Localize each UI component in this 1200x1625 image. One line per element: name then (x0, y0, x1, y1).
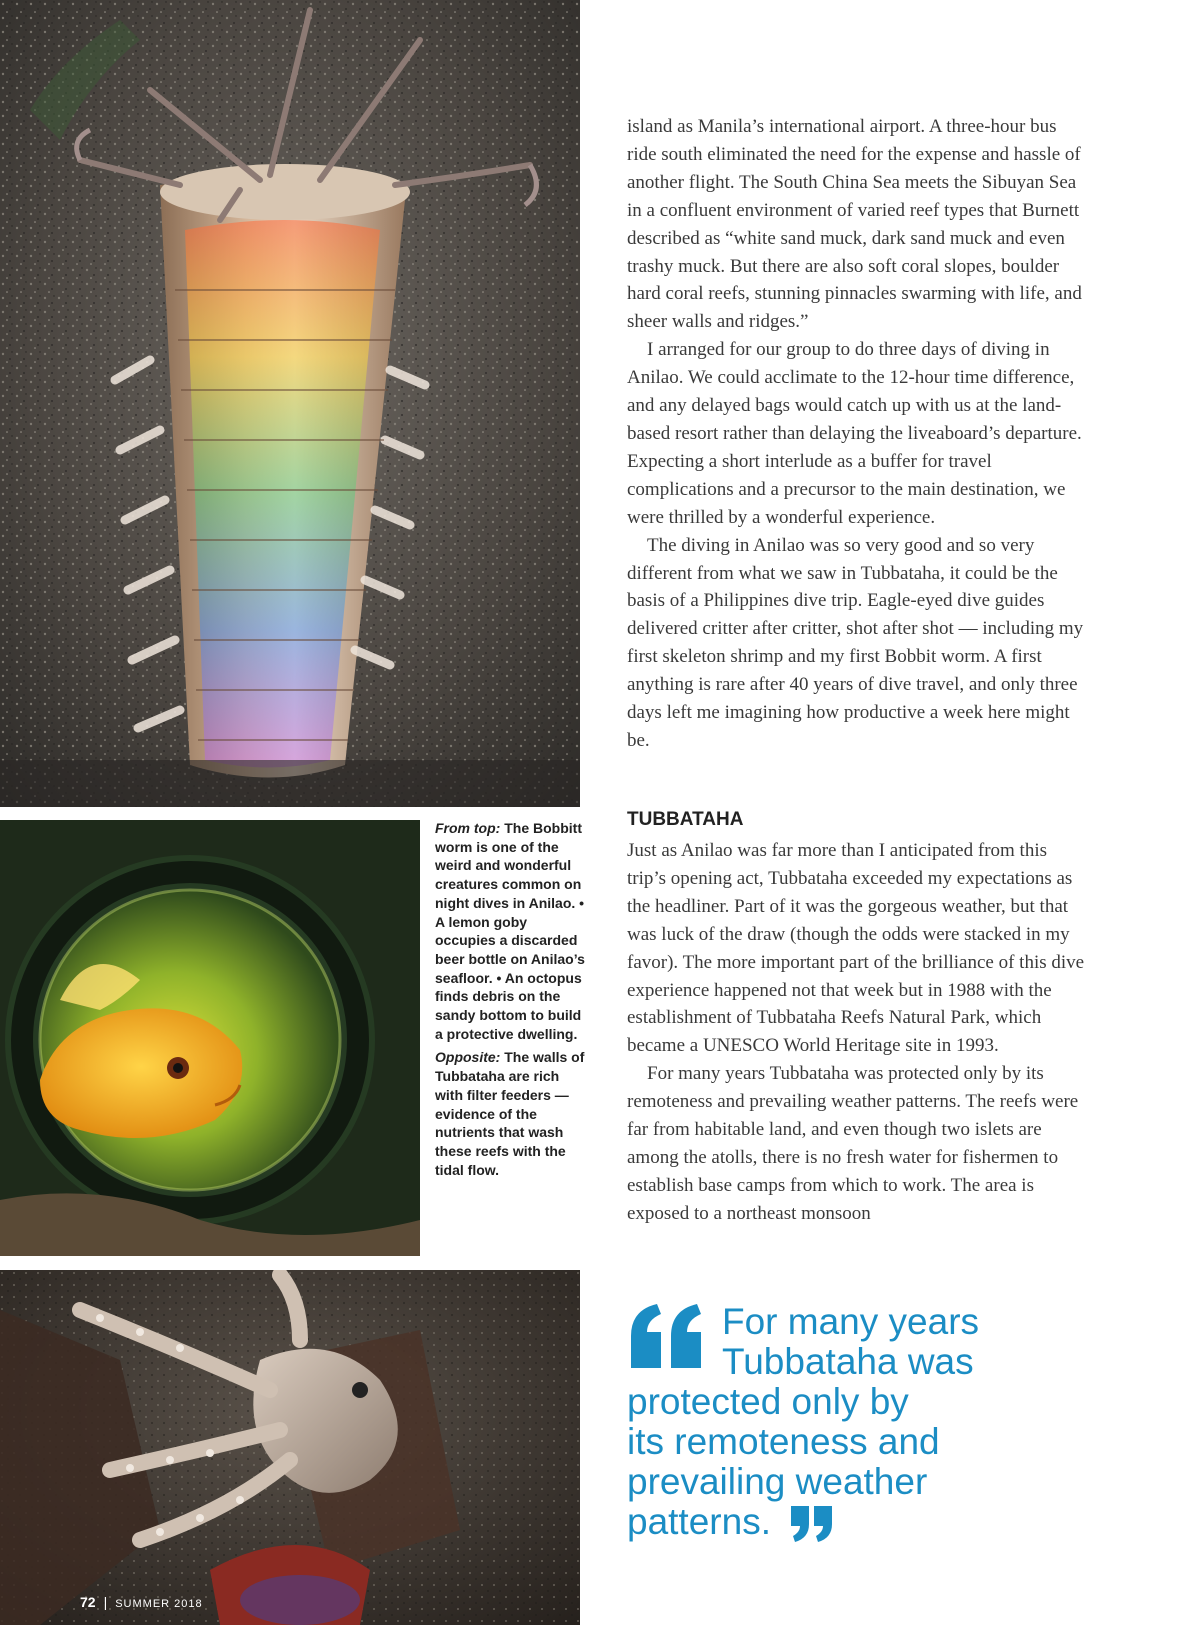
photo-caption (435, 819, 585, 1184)
article-paragraph: For many years Tubbataha was protected only by its remoteness and prevailing weather patterns. The reefs were far from habitable land, and even though two islets are among the atolls, there is no fresh water for fishermen to establish base camps from which to work. The area is exposed to a northeast monsoon (627, 1063, 1079, 1224)
pull-quote-last-line (627, 1502, 1187, 1542)
article-column-top (627, 113, 1089, 755)
bobbit-worm-photo (0, 0, 580, 807)
section-heading: TUBBATAHA (627, 809, 744, 830)
caption-text-1: The Bobbitt worm is one of the weird and wonderful creatures common on night dives in Anilao. • A lemon goby occupies a discarded beer bottle on Anilao’s seafloor. • An octopus finds debris on the sandy bottom to build a protective dwelling. (435, 820, 585, 1042)
pull-quote-line: patterns. (627, 1501, 771, 1542)
caption-text-2: The walls of Tubbataha are rich with filter feeders — evidence of the nutrients that wash these reefs with the tidal flow. (435, 1049, 585, 1178)
pull-quote-line: protected only by (627, 1381, 909, 1422)
pull-quote-line: prevailing weather (627, 1461, 928, 1502)
article-paragraph: Just as Anilao was far more than I anticipated from this trip’s opening act, Tubbataha exceeded my expectations as the headliner. Part of it was the gorgeous weather, but that was luck of the draw (though the odds were stacked in my favor). The more important part of the brilliance of this dive experience happened not that week but in 1988 with the establishment of Tubbataha Reefs Natural Park, which became a UNESCO World Heritage site in 1993. (627, 840, 1085, 1057)
article-paragraph: The diving in Anilao was so very good and so very different from what we saw in Tubbataha, it could be the basis of a Philippines dive trip. Eagle-eyed dive guides delivered critter after critter, shot after shot — including my first skeleton shrimp and my first Bobbit worm. A first anything is rare after 40 years of dive travel, and only three days left me imagining how productive a week here might be. (627, 534, 1084, 751)
close-quote-icon (789, 1506, 835, 1542)
octopus-photo (0, 1270, 580, 1625)
caption-paragraph-2 (435, 1048, 585, 1179)
article-paragraph: island as Manila’s international airport. A three-hour bus ride south eliminated the need for the expense and hassle of another flight. The South China Sea meets the Sibuyan Sea in a confluent environment of varied reef types that Burnett described as “white sand muck, dark sand muck and even trashy muck. But there are also soft coral slopes, boulder hard coral reefs, stunning pinnacles swarming with life, and sheer walls and ridges.” (627, 116, 1082, 333)
caption-lead-opposite: Opposite: (435, 1049, 501, 1066)
folio-separator: | (103, 1594, 108, 1610)
pull-quote-line: Tubbataha was (722, 1341, 974, 1382)
caption-paragraph-1 (435, 819, 585, 1043)
article-paragraph: I arranged for our group to do three days of diving in Anilao. We could acclimate to the 12-hour time difference, and any delayed bags would catch up with us at the land-based resort rather than delaying the liveaboard’s departure. Expecting a short interlude as a buffer for travel complications and a precursor to the main destination, we were thrilled by a wonderful experience. (627, 339, 1082, 528)
open-quote-icon (627, 1304, 705, 1368)
pull-quote (627, 1302, 1187, 1542)
pull-quote-line: For many years (722, 1301, 980, 1342)
article-column-bottom (627, 837, 1089, 1228)
caption-lead-from-top: From top: (435, 820, 501, 836)
page-number: 72 (80, 1594, 96, 1610)
pull-quote-line: its remoteness and (627, 1421, 940, 1462)
lemon-goby-photo (0, 820, 420, 1256)
page-folio (80, 1594, 203, 1610)
issue-label: SUMMER 2018 (115, 1598, 203, 1610)
